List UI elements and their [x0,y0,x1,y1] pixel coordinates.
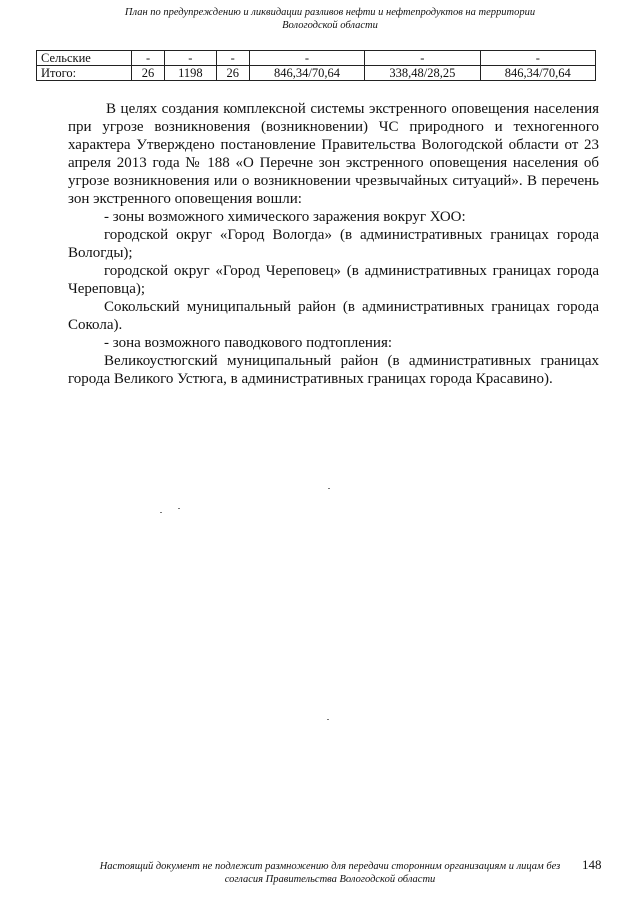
intro-paragraph: В целях создания комплексной системы экстренного оповещения населения при угрозе возникновения (возникновении) ЧС природного и техногенного характера Утверждено постановление Правительства Вологодской области от 23 апреля 2013 года № 188 «О Перечне зон экстренного оповещения населения об угрозе возникновения или о возникновении чрезвычайных ситуаций». В перечень зон экстренного оповещения вошли: [68,101,599,207]
table-cell: - [132,51,165,66]
table-cell: 338,48/28,25 [365,66,480,81]
page-header [60,6,600,32]
list-heading-chemical: - зоны возможного химического заражения вокруг ХОО: [104,209,466,225]
table-row [37,51,596,66]
footer-line-1: Настоящий документ не подлежит размножению для передачи сторонним организациям и лицам без [99,861,561,872]
list-heading-flood: - зона возможного паводкового подтопления: [104,335,393,351]
list-item: городской округ «Город Вологда» (в административных границах города Вологды); [68,227,599,261]
page-number: 148 [582,857,602,872]
list-item: Сокольский муниципальный район (в административных границах города Сокола). [68,299,599,333]
table-cell: 1198 [165,66,217,81]
summary-table [36,50,596,81]
table-cell: 846,34/70,64 [249,66,364,81]
scan-speck [160,512,162,513]
table-cell: - [365,51,480,66]
scan-speck [178,508,180,509]
table-cell: 26 [132,66,165,81]
list-item: Великоустюгский муниципальный район (в административных границах города Великого Устюга, в административных границах города Красавино). [68,353,599,387]
header-line-1: План по предупреждению и ликвидации разливов нефти и нефтепродуктов на территории [124,7,536,18]
table-cell: - [480,51,595,66]
page-footer [70,860,590,886]
list-item: городской округ «Город Череповец» (в административных границах города Череповца); [68,263,599,297]
table-cell: 846,34/70,64 [480,66,595,81]
table-cell: 26 [216,66,249,81]
footer-line-2: согласия Правительства Вологодской области [224,874,436,885]
document-body [68,100,599,388]
table-cell: - [216,51,249,66]
table-row [37,66,596,81]
table-cell: - [249,51,364,66]
table-cell-label: Итого: [37,66,132,81]
header-line-2: Вологодской области [282,20,378,31]
table-cell: - [165,51,217,66]
table-cell-label: Сельские [37,51,132,66]
scan-speck [328,488,330,489]
scan-speck [327,719,329,720]
